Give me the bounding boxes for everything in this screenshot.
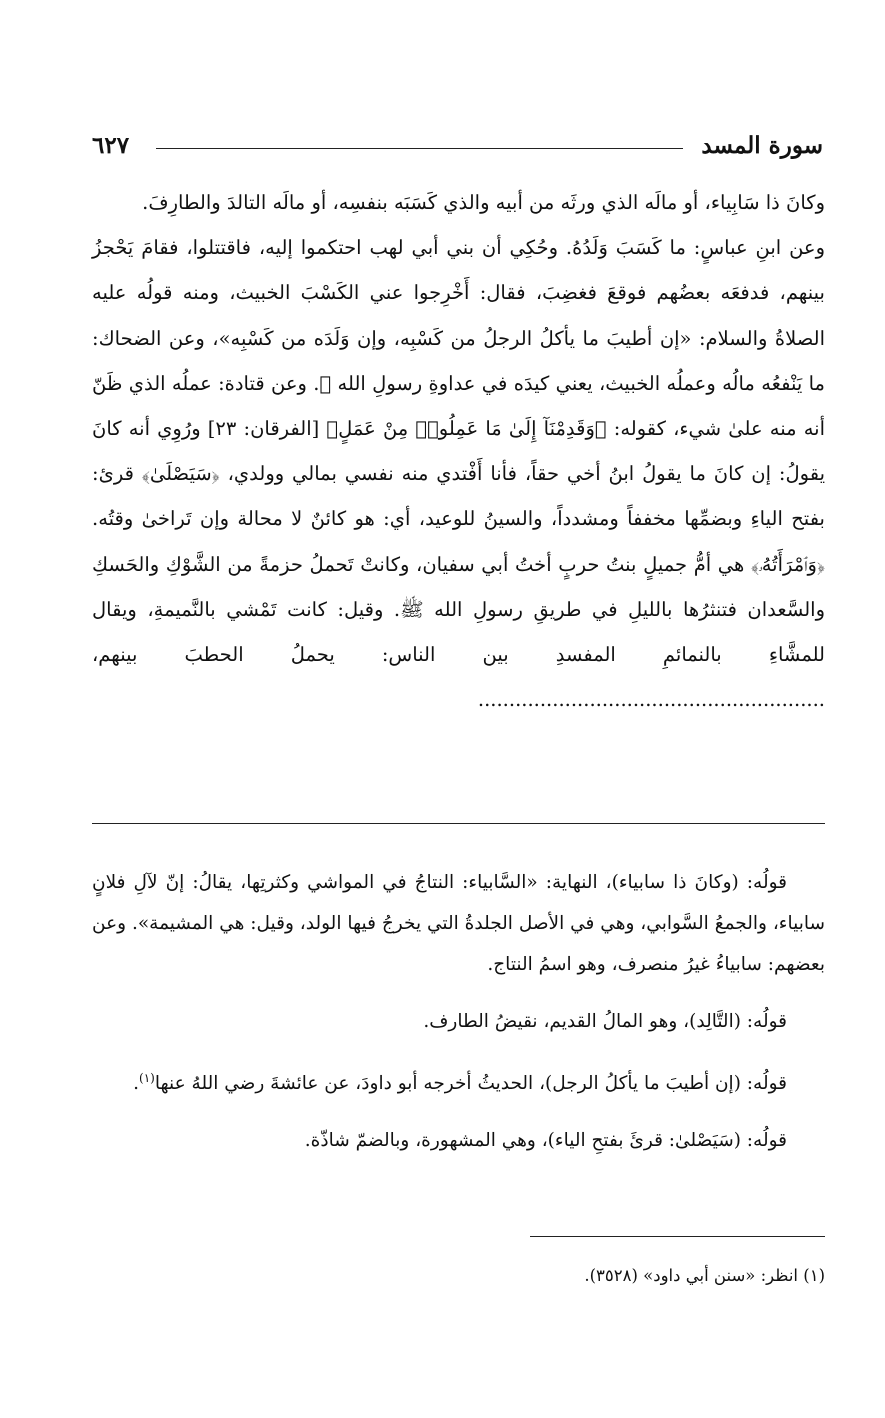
main-paragraph: وكانَ ذا سَابِياء، أو مالَه الذي ورثَه من أبيه والذي كَسَبَه بنفسِه، أو مالَه التالدَ والطارِفَ. [142, 191, 825, 214]
surah-title: سورة المسد [701, 132, 823, 159]
footnote: (١) انظر: «سنن أبي داود» (٣٥٢٨). [584, 1266, 825, 1285]
note-paragraph: قولُه: (سَيَصْلىٰ: قرئَ بفتحِ الياء)، وهي المشهورة، وبالضمّ شاذّة. [304, 1130, 787, 1152]
running-header [92, 126, 823, 166]
note-text: قولُه: (إن أطيبَ ما يأكلُ الرجل)، الحديثُ أخرجه أبو داودَ، عن عائشةَ رضي اللهُ عنها [154, 1073, 787, 1095]
notes-divider [92, 823, 825, 824]
footnote-marker: (١) [138, 1071, 155, 1085]
footnote-rule [530, 1236, 825, 1237]
note-paragraph: قولُه: (التَّالِد)، وهو المالُ القديم، نقيضُ الطارف. [423, 1011, 787, 1032]
main-text [92, 180, 825, 722]
header-rule [156, 148, 683, 149]
page-number: ٦٢٧ [92, 132, 130, 159]
main-paragraph: وعن ابنِ عباسٍ: ما كَسَبَ وَلَدُهُ. وحُكِي أن بني أبي لهب احتكموا إليه، فاقتتلوا، فقامَ يَحْجزُ بينهم، فدفعَه بعضُهم فوقعَ فغضِبَ، فقال: أَخْرِجوا عني الكَسْبَ الخبيث، ومنه قولُه عليه الصلاةُ والسلام: «إن أطيبَ ما يأكلُ الرجلُ من كَسْبِه، وإن وَلَدَه من كَسْبِه»، وعن الضحاك: ما يَنْفعُه مالُه وعملُه الخبيث، يعني كيدَه في عداوةِ رسولِ الله ﷺ. وعن قتادة: عملُه الذي ظَنّ أنه منه علىٰ شيء، كقوله: ﴿وَقَدِمْنَآ إِلَىٰ مَا عَمِلُوا۟ مِنْ عَمَلٍ﴾ [الفرقان: ٢٣] ورُوِي أنه كانَ يقولُ: إن كانَ ما يقولُ ابنُ أخي حقاً، فأنا أَفْتدي منه نفسي بمالي وولدي، ﴿سَيَصْلَىٰ﴾ قرئ: بفتح الياءِ وبضمِّها مخففاً ومشدداً، والسينُ للوعيد، أي: هو كائنٌ لا محالة وإن تَراخىٰ وقتُه. ﴿وَٱمْرَأَتُهُۥ﴾ هي أمُّ جميلٍ بنتُ حربٍ أختُ أبي سفيان، وكانتْ تَحملُ حزمةً من الشَّوْكِ والحَسكِ والسَّعدان فتنثرُها بالليلِ في طريقِ رسولِ الله ﷺ. وقيل: كانت تَمْشي بالنَّميمةِ، ويقال للمشَّاءِ بالنمائمِ المفسدِ بين الناس: يحملُ الحطبَ بينهم، ........................................................ [92, 236, 826, 712]
note-paragraph: قولُه: (وكانَ ذا سابياء)، النهاية: «السَّابياء: النتاجُ في المواشي وكثرتِها، يقالُ: إنّ لآلِ فلانٍ سابياء، والجمعُ السَّوابي، وهي في الأصل الجلدةُ التي يخرجُ فيها الولد، وقيل: هي المشيمة». وعن بعضهم: سابياءُ غيرُ منصرف، وهو اسمُ النتاج. [92, 872, 825, 975]
commentary-notes [92, 862, 825, 1177]
note-paragraph: قولُه: (إن أطيبَ ما يأكلُ الرجل)، الحديثُ أخرجه أبو داودَ، عن عائشةَ رضي اللهُ عنها$^{(١)}$. [133, 1071, 787, 1095]
